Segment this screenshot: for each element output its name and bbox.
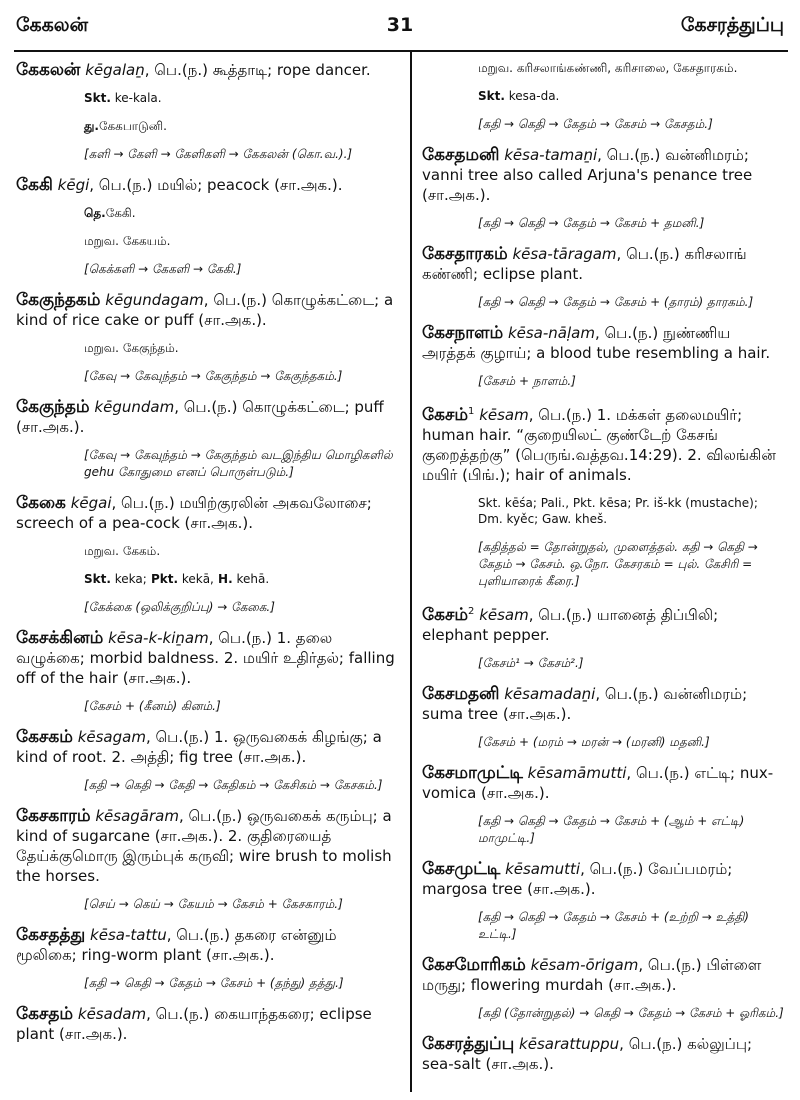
right-column xyxy=(422,60,786,1084)
etymology: [கேசம் + (கீனம்) கினம்.] xyxy=(84,699,221,713)
headword: கேசக்கினம் xyxy=(16,628,104,648)
headword: கேசமோரிகம் xyxy=(422,955,526,975)
headword: கேகலன் xyxy=(16,60,81,80)
cognate-text: kesa-da. xyxy=(504,89,560,103)
transliteration: kēsadam xyxy=(77,1005,147,1023)
definition: , பெ.(ந.) மயில்; peacock (சா.அக.). xyxy=(89,176,343,194)
definition: , பெ.(ந.) கல்லுப்பு; sea-salt (சா.அக.). xyxy=(422,1035,753,1073)
page-header xyxy=(0,0,800,52)
cognate-line xyxy=(84,205,400,221)
lang-label: H. xyxy=(213,572,233,586)
etymology: [கதி → கெதி → கேதம் → கேசம் + (தாரம்) தாரகம்.] xyxy=(478,295,754,309)
transliteration: kēsa-k-kiṉam xyxy=(108,629,209,647)
cognate-text: கேகபாடுனி. xyxy=(98,119,167,133)
etymology: [கேவு → கேவுந்தம் → கேகுந்தம் வடஇந்திய மொழிகளில் gehu கோதுமை எனப் பொருள்படும்.] xyxy=(84,448,393,479)
cognate-line xyxy=(84,90,400,106)
definition: , பெ.(ந.) வன்னிமரம்; suma tree (சா.அக.). xyxy=(422,685,748,723)
etymology: [கெக்களி → கேகளி → கேகி.] xyxy=(84,262,242,276)
cognate-text: kehā. xyxy=(232,572,270,586)
cognate-text: ke-kala. xyxy=(110,91,162,105)
headword: கேசரத்துப்பு xyxy=(422,1034,515,1054)
cognate-text: keka; xyxy=(110,572,147,586)
variant-text: கேகுந்தம். xyxy=(119,341,179,355)
headword: கேசம் xyxy=(422,405,469,425)
definition: , பெ.(ந.) தகரை என்னும் மூலிகை; ring-worm plant (சா.அக.). xyxy=(16,926,337,964)
variant-label: மறுவ. xyxy=(478,61,513,75)
cognate-line: Skt. kēśa; Pali., Pkt. kēsa; Pr. iš-kk (mustache); Dm. kyěc; Gaw. kheš. xyxy=(478,496,758,526)
definition: , பெ.(ந.) எட்டி; nux-vomica (சா.அக.). xyxy=(422,764,774,802)
entry-kesadam xyxy=(16,1004,400,1044)
left-column xyxy=(16,60,400,1054)
cognate-line xyxy=(84,571,400,587)
definition: , பெ.(ந.) கொழுக்கட்டை; puff (சா.அக.). xyxy=(16,398,384,436)
etymology: [கதி → கெதி → கேதி → கேதிகம் → கேசிகம் → கேசகம்.] xyxy=(84,778,383,792)
etymology: [கதி → கெதி → கேதம் → கேசம் + (உற்றி → உத்தி) உட்டி.] xyxy=(478,910,749,941)
etymology: [செய் → கெய் → கேயம் → கேசம் + கேசகாரம்.] xyxy=(84,897,343,911)
headword: கேசமுட்டி xyxy=(422,859,501,879)
headword: கேசகாரம் xyxy=(16,806,91,826)
headword: கேகுந்தம் xyxy=(16,397,90,417)
variant-label: மறுவ. xyxy=(84,544,119,558)
entry-kegi xyxy=(16,175,400,195)
etymology: [கேக்கை (ஒலிக்குறிப்பு) → கேகை.] xyxy=(84,600,275,614)
entry-kegai xyxy=(16,493,400,533)
headword: கேசதம் xyxy=(16,1004,74,1024)
homonym-number: 1 xyxy=(468,406,475,417)
entry-kesam-2 xyxy=(422,602,786,645)
transliteration: kēsa-tattu xyxy=(90,926,167,944)
definition: , பெ.(ந.) கொழுக்கட்டை; a kind of rice cake or puff (சா.அக.). xyxy=(16,291,394,329)
definition: , பெ.(ந.) நுண்ணிய அரத்தக் குழாய்; a blood tube resembling a hair. xyxy=(422,324,771,362)
entry-kesataragam xyxy=(422,244,786,284)
cognate-line xyxy=(84,118,400,134)
transliteration: kēsa-tāragam xyxy=(512,245,617,263)
definition: , பெ.(ந.) கூத்தாடி; rope dancer. xyxy=(144,61,371,79)
headword: கேசதாரகம் xyxy=(422,244,508,264)
definition: , பெ.(ந.) கையாந்தகரை; eclipse plant (சா.அக.). xyxy=(16,1005,372,1043)
definition: , பெ.(ந.) கரிசலாங் கண்ணி; eclipse plant. xyxy=(422,245,747,283)
header-right-guide-word: கேசரத்துப்பு xyxy=(680,14,784,36)
transliteration: kēsamāmutti xyxy=(527,764,627,782)
headword: கேசநாளம் xyxy=(422,323,504,343)
headword: கேசதமனி xyxy=(422,145,500,165)
headword: கேகி xyxy=(16,175,53,195)
transliteration: kēsamutti xyxy=(505,860,581,878)
entry-kegundagam xyxy=(16,290,400,330)
transliteration: kēgalaṉ xyxy=(85,61,145,79)
header-left-guide-word: கேகலன் xyxy=(16,14,88,36)
headword: கேசமாமுட்டி xyxy=(422,763,523,783)
cognate-text: kekā, xyxy=(178,572,214,586)
transliteration: kēgi xyxy=(57,176,90,194)
column-divider xyxy=(410,52,412,1092)
transliteration: kēsarattuppu xyxy=(519,1035,620,1053)
transliteration: kēsamadaṉi xyxy=(504,685,596,703)
definition: , பெ.(ந.) ஒருவகைக் கரும்பு; a kind of sugarcane (சா.அக.). 2. குதிரையைத் தேய்க்குமொரு இரும்புக் கருவி; wire brush to molish the horses. xyxy=(16,807,392,885)
variant-line xyxy=(478,60,786,76)
transliteration: kēsa-nāḷam xyxy=(507,324,595,342)
etymology: [களி → கேளி → கேளிகளி → கேகலன் (கொ.வ.).] xyxy=(84,147,353,161)
entry-kesamadani xyxy=(422,684,786,724)
entry-kesagaram xyxy=(16,806,400,886)
entry-kesanalam xyxy=(422,323,786,363)
entry-kegalan xyxy=(16,60,400,80)
headword: கேகுந்தகம் xyxy=(16,290,101,310)
etymology: [கதி → கெதி → கேதம் → கேசம் → கேசதம்.] xyxy=(478,117,713,131)
headword: கேசம் xyxy=(422,605,469,625)
entry-kesatamani xyxy=(422,145,786,205)
variant-line xyxy=(84,233,400,249)
entry-kesarattuppu xyxy=(422,1034,786,1074)
headword: கேகை xyxy=(16,493,66,513)
entry-kesamorigam xyxy=(422,955,786,995)
definition: , பெ.(ந.) 1. தலை வழுக்கை; morbid baldness. 2. மயிர் உதிர்தல்; falling off of the hair (சா.அக.). xyxy=(16,629,395,687)
cognate-text: கேகி. xyxy=(105,206,136,220)
page-number: 31 xyxy=(386,14,414,36)
transliteration: kēsam-ōrigam xyxy=(530,956,639,974)
variant-text: கேகயம். xyxy=(119,234,171,248)
variant-text: கேகம். xyxy=(119,544,161,558)
variant-line xyxy=(84,543,400,559)
header-rule xyxy=(14,50,788,52)
lang-label: Skt. xyxy=(84,572,111,586)
cognate-line xyxy=(478,88,786,104)
etymology: [கேசம் + நாளம்.] xyxy=(478,374,576,388)
transliteration: kēgundam xyxy=(94,398,175,416)
transliteration: kēsam xyxy=(479,606,529,624)
definition: , பெ.(ந.) வேப்பமரம்; margosa tree (சா.அக.). xyxy=(422,860,733,898)
transliteration: kēsagāram xyxy=(95,807,179,825)
lang-label: தெ. xyxy=(84,206,106,220)
etymology: [கதித்தல் = தோன்றுதல், முளைத்தல். கதி → கெதி → கேதம் → கேசம். ஒ.நோ. கேசரகம் = புல். கேசிரி = புளியாரைக் கீரை.] xyxy=(478,540,758,588)
transliteration: kēgundagam xyxy=(105,291,204,309)
entry-kesam-1 xyxy=(422,402,786,485)
headword: கேசகம் xyxy=(16,727,73,747)
definition: , பெ.(ந.) 1. ஒருவகைக் கிழங்கு; a kind of root. 2. அத்தி; fig tree (சா.அக.). xyxy=(16,728,382,766)
entry-kesatattu xyxy=(16,925,400,965)
definition: , பெ.(ந.) வன்னிமரம்; vanni tree also called Arjuna's penance tree (சா.அக.). xyxy=(422,146,753,204)
lang-label: Skt. xyxy=(478,89,505,103)
lang-label: Skt. xyxy=(84,91,111,105)
lang-label: து. xyxy=(84,119,99,133)
transliteration: kēgai xyxy=(70,494,112,512)
definition: , பெ.(ந.) மயிற்குரலின் அகவலோசை; screech of a pea-cock (சா.அக.). xyxy=(16,494,372,532)
transliteration: kēsagam xyxy=(77,728,146,746)
variant-line xyxy=(84,340,400,356)
transliteration: kēsa-tamaṉi xyxy=(504,146,598,164)
headword: கேசமதனி xyxy=(422,684,500,704)
definition: , பெ.(ந.) யானைத் திப்பிலி; elephant pepper. xyxy=(422,606,719,644)
entry-kegundam xyxy=(16,397,400,437)
etymology: [கதி → கெதி → கேதம் → கேசம் + தமனி.] xyxy=(478,216,705,230)
etymology: [கேசம் + (மரம் → மரன் → (மரனி) மதனி.] xyxy=(478,735,710,749)
lang-label: Pkt. xyxy=(146,572,179,586)
variant-text: கரிசலாங்கண்ணி, கரிசாலை, கேசதாரகம். xyxy=(513,61,738,75)
entry-kesamutti xyxy=(422,859,786,899)
transliteration: kēsam xyxy=(479,406,529,424)
definition: , பெ.(ந.) 1. மக்கள் தலைமயிர்; human hair. “குறையிலட் குண்டேற் கேசங் குறைத்தற்கு” (பெருங்.வத்தவ.14:29). 2. விலங்கின் மயிர் (பிங்.); hair of animals. xyxy=(422,406,776,484)
definition: , பெ.(ந.) பிள்ளை மருது; flowering murdah (சா.அக.). xyxy=(422,956,762,994)
etymology: [கேவு → கேவுந்தம் → கேகுந்தம் → கேகுந்தகம்.] xyxy=(84,369,343,383)
etymology: [கேசம்¹ → கேசம்².] xyxy=(478,656,584,670)
entry-kesakkinam xyxy=(16,628,400,688)
etymology: [கதி → கெதி → கேதம் → கேசம் + (தந்து) தத்து.] xyxy=(84,976,344,990)
etymology: [கதி (தோன்றுதல்) → கெதி → கேதம் → கேசம் + ஓரிகம்.] xyxy=(478,1006,784,1020)
etymology: [கதி → கெதி → கேதம் → கேசம் + (ஆம் + எட்டி) மாமுட்டி.] xyxy=(478,814,745,845)
entry-kesagam xyxy=(16,727,400,767)
variant-label: மறுவ. xyxy=(84,234,119,248)
variant-label: மறுவ. xyxy=(84,341,119,355)
entry-kesamamutti xyxy=(422,763,786,803)
homonym-number: 2 xyxy=(468,606,475,617)
headword: கேசதத்து xyxy=(16,925,86,945)
